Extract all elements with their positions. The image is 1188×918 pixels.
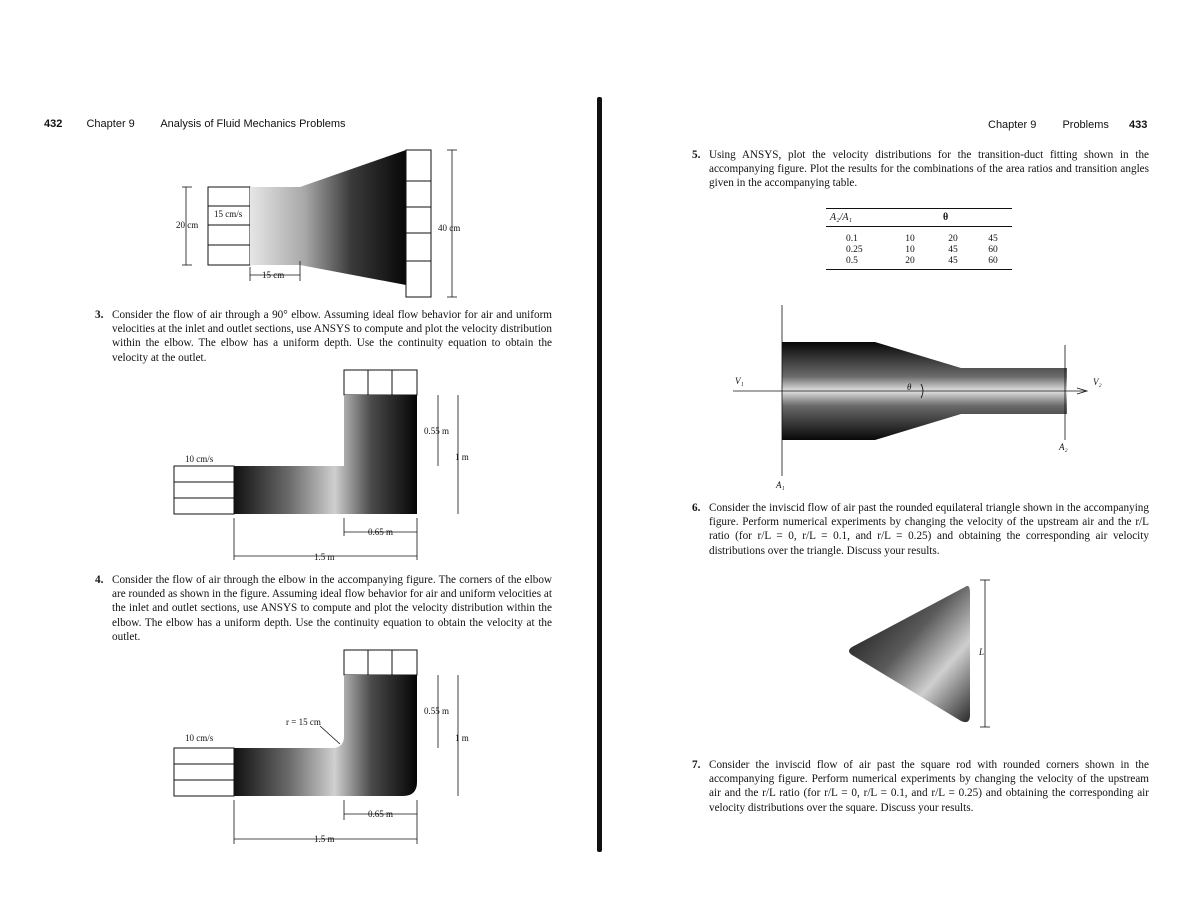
elbow1-outlet-label: 0.55 m	[424, 426, 450, 436]
angle-table	[826, 208, 1012, 270]
table-cell: 10	[905, 233, 915, 244]
right-chapter-label: Chapter 9	[988, 119, 1037, 131]
elbow2-velocity-label: 10 cm/s	[185, 733, 214, 743]
table-header-theta: θ	[943, 212, 949, 223]
elbow2-radius-label: r = 15 cm	[286, 717, 321, 727]
problem-4-text: Consider the flow of air through the elbow in the accompanying figure. The corners of the elbow are rounded as shown in the figure. Assuming ideal flow behavior for air and uniform velocities at the inlet and outlet sections, use ANSYS to compute and plot the velocity distribution within the elbow. The elbow has a uniform depth. Use the continuity equation to obtain the velocity at the outlet.	[112, 574, 552, 643]
problem-7-number: 7.	[692, 759, 701, 771]
elbow2-leg-width-label: 0.65 m	[368, 809, 394, 819]
transition-v1-label: V₁	[735, 376, 744, 386]
outlet-arrows	[406, 150, 431, 297]
duct-inlet-height-label: 20 cm	[176, 220, 199, 230]
table-cell: 60	[988, 244, 998, 255]
inlet-arrows	[208, 187, 250, 265]
problem-7-text: Consider the inviscid flow of air past the square rod with rounded corners shown in the accompanying figure. Perform numerical experiments by changing the velocity of the upstream air and the r/L ratio (for r/L = 0, r/L = 0.1, and r/L = 0.25) and obtaining the corresponding air velocity distributions over the square. Discuss your results.	[709, 759, 1149, 814]
table-row	[826, 244, 1012, 255]
transition-a2-label: A₂	[1059, 442, 1068, 452]
triangle-length-label: L	[979, 647, 985, 657]
left-chapter-title: Analysis of Fluid Mechanics Problems	[160, 118, 346, 130]
right-section-label: Problems	[1062, 119, 1109, 131]
elbow1-length-label: 1.5 m	[314, 552, 335, 562]
table-body	[826, 233, 1012, 266]
problem-7	[692, 758, 1149, 815]
elbow1-velocity-label: 10 cm/s	[185, 454, 214, 464]
triangle-body	[849, 586, 970, 722]
transition-v2-label: V₂	[1093, 377, 1102, 387]
transition-duct-figure	[725, 300, 1125, 490]
rounded-elbow-body	[234, 675, 417, 796]
problem-3-number: 3.	[95, 309, 104, 321]
problem-3	[95, 308, 552, 365]
elbow2-height-label: 1 m	[455, 733, 469, 743]
table-row	[826, 233, 1012, 244]
elbow1-leg-width-label: 0.65 m	[368, 527, 394, 537]
book-spine	[597, 97, 602, 852]
problem-5-text: Using ANSYS, plot the velocity distributions for the transition-duct fitting shown in the accompanying figure. Plot the results for the combinations of the area ratios and transition angles given in the accompanying table.	[709, 149, 1149, 190]
problem-5-number: 5.	[692, 149, 701, 161]
table-cell: 20	[948, 233, 958, 244]
triangle-figure	[840, 575, 1010, 735]
rounded-elbow-figure	[170, 648, 490, 848]
problem-4	[95, 573, 552, 644]
problem-6-number: 6.	[692, 502, 701, 514]
table-cell: 0.1	[846, 233, 858, 244]
elbow-body	[234, 395, 417, 514]
duct-body	[250, 150, 406, 285]
left-page-number: 432	[44, 118, 63, 130]
duct-velocity-label: 15 cm/s	[214, 209, 243, 219]
elbow1-height-label: 1 m	[455, 452, 469, 462]
transition-a1-label: A₁	[776, 480, 785, 490]
duct-figure	[170, 145, 470, 305]
table-cell: 0.25	[846, 244, 863, 255]
problem-6-text: Consider the inviscid flow of air past the rounded equilateral triangle shown in the accompanying figure. Perform numerical experiments by changing the velocity of the upstream air and the r/L ratio (for r/L = 0, r/L = 0.1, and r/L = 0.25) and obtaining the corresponding air velocity distributions over the triangle. Discuss your results.	[709, 502, 1149, 557]
problem-4-number: 4.	[95, 574, 104, 586]
left-running-head	[44, 118, 346, 130]
elbow-figure	[170, 368, 490, 568]
table-cell: 45	[948, 244, 958, 255]
duct-length-label: 15 cm	[262, 270, 285, 280]
table-cell: 60	[988, 255, 998, 266]
elbow2-outlet-label: 0.55 m	[424, 706, 450, 716]
transition-theta-label: θ	[907, 382, 912, 392]
problem-6	[692, 501, 1149, 558]
elbow2-length-label: 1.5 m	[314, 834, 335, 844]
table-cell: 45	[988, 233, 998, 244]
table-cell: 20	[905, 255, 915, 266]
table-row	[826, 255, 1012, 266]
left-chapter-label: Chapter 9	[86, 118, 135, 130]
table-cell: 0.5	[846, 255, 858, 266]
right-page-number: 433	[1129, 119, 1148, 131]
table-cell: 45	[948, 255, 958, 266]
table-header-area-ratio: A₂/A₁	[830, 212, 852, 223]
duct-outlet-height-label: 40 cm	[438, 223, 461, 233]
right-running-head	[988, 119, 1147, 131]
table-cell: 10	[905, 244, 915, 255]
problem-5	[692, 148, 1149, 191]
problem-3-text: Consider the flow of air through a 90° elbow. Assuming ideal flow behavior for air and uniform velocities at the inlet and outlet sections, use ANSYS to compute and plot the velocity distribution within the elbow. The elbow has a uniform depth. Use the continuity equation to obtain the velocity at the outlet.	[112, 309, 552, 364]
